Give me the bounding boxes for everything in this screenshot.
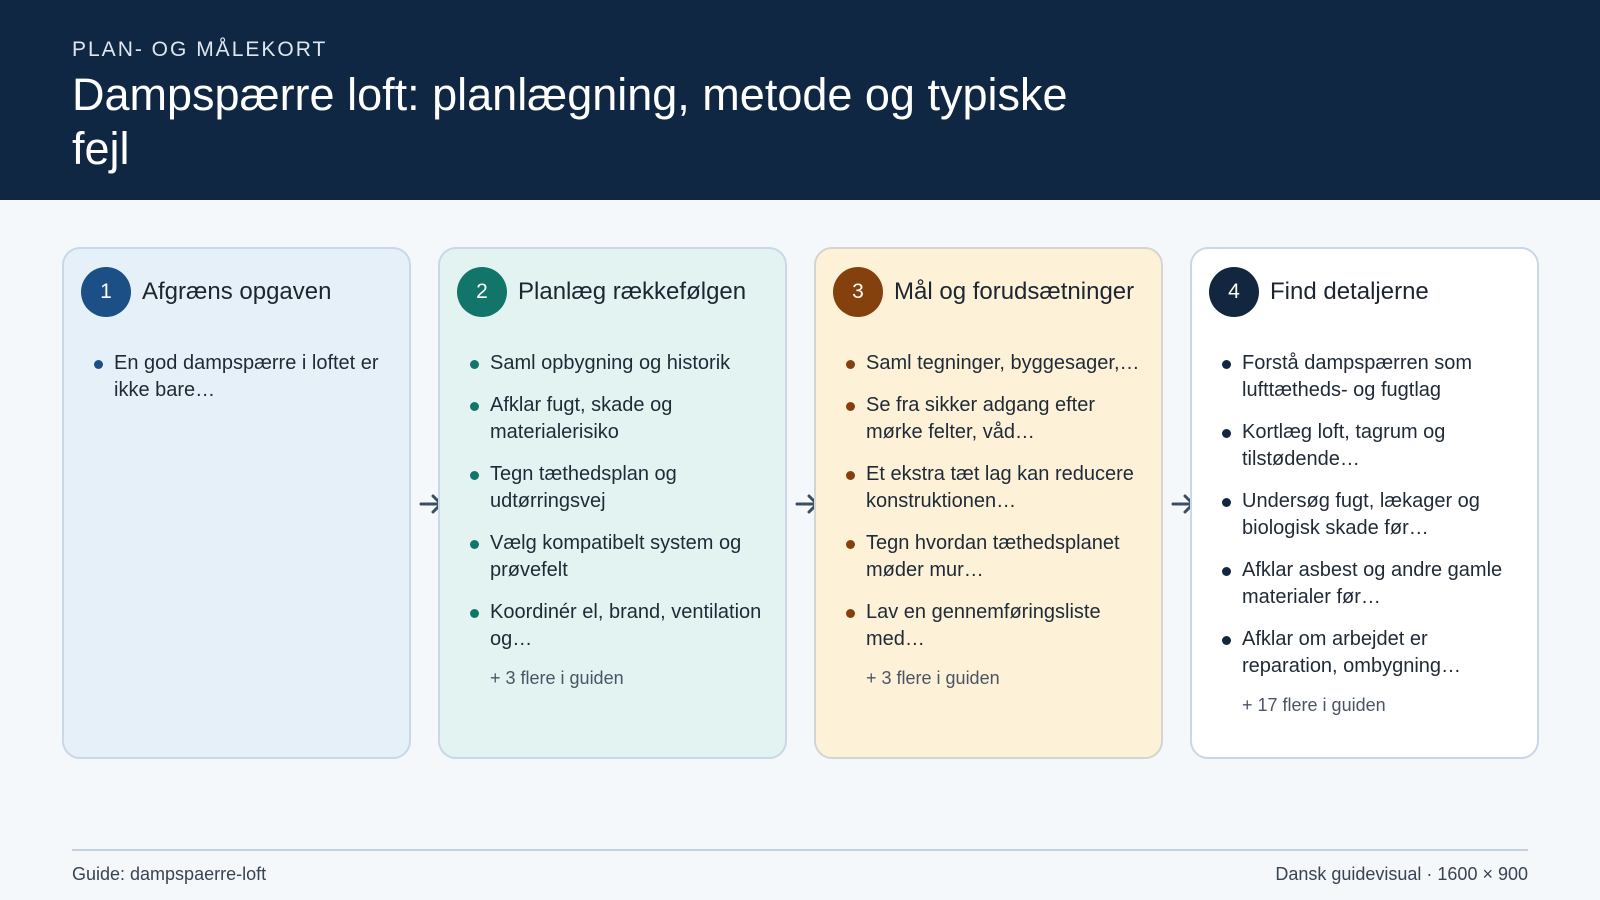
eyebrow-label: PLAN- OG MÅLEKORT (72, 38, 328, 61)
step-card-title: Mål og forudsætninger (894, 278, 1135, 305)
header-banner (0, 0, 1600, 200)
more-in-guide-link[interactable]: + 3 flere i guiden (866, 668, 1000, 688)
footer-divider (72, 849, 1528, 851)
list-item: Afklar asbest og andre gamle materialer før… (1222, 557, 1519, 611)
step-number-badge: 1 (81, 267, 131, 317)
list-item: Kortlæg loft, tagrum og tilstødende… (1222, 419, 1519, 473)
list-item: Afklar fugt, skade og materialerisiko (470, 392, 767, 446)
step-card-title: Planlæg rækkefølgen (518, 278, 747, 305)
more-in-guide-link[interactable]: + 17 flere i guiden (1242, 695, 1386, 715)
list-item: Afklar om arbejdet er reparation, ombygning… (1222, 626, 1519, 680)
step-card-2 (438, 247, 787, 759)
page-title: Dampspærre loft: planlægning, metode og typiske fejl (72, 69, 1068, 174)
step-card-header (81, 267, 391, 317)
list-item: Tegn hvordan tæthedsplanet møder mur… (846, 530, 1143, 584)
list-item: Undersøg fugt, lækager og biologisk skade før… (1222, 488, 1519, 542)
list-item: Lav en gennemføringsliste med… (846, 599, 1143, 653)
step-card-list (1209, 350, 1519, 680)
list-item: Et ekstra tæt lag kan reducere konstruktionen… (846, 461, 1143, 515)
step-card-4 (1190, 247, 1539, 759)
list-item: Saml opbygning og historik (470, 350, 767, 377)
step-number-badge: 3 (833, 267, 883, 317)
step-number-badge: 2 (457, 267, 507, 317)
step-card-list (81, 350, 391, 404)
step-number-badge: 4 (1209, 267, 1259, 317)
more-in-guide-link[interactable]: + 3 flere i guiden (490, 668, 624, 688)
footer-guide-label: Guide: dampspaerre-loft (72, 864, 267, 884)
step-card-list (457, 350, 767, 653)
step-card-header (457, 267, 767, 317)
list-item: Saml tegninger, byggesager,… (846, 350, 1143, 377)
step-card-title: Afgræns opgaven (142, 278, 332, 305)
list-item: Vælg kompatibelt system og prøvefelt (470, 530, 767, 584)
list-item: Tegn tæthedsplan og udtørringsvej (470, 461, 767, 515)
step-card-1 (62, 247, 411, 759)
list-item: Se fra sikker adgang efter mørke felter, våd… (846, 392, 1143, 446)
step-card-3 (814, 247, 1163, 759)
step-card-header (1209, 267, 1519, 317)
step-card-list (833, 350, 1143, 653)
step-card-title: Find detaljerne (1270, 278, 1429, 305)
step-card-header (833, 267, 1143, 317)
footer-caption: Dansk guidevisual · 1600 × 900 (1275, 864, 1528, 884)
list-item: En god dampspærre i loftet er ikke bare… (94, 350, 391, 404)
list-item: Koordinér el, brand, ventilation og… (470, 599, 767, 653)
list-item: Forstå dampspærren som lufttætheds- og fugtlag (1222, 350, 1519, 404)
